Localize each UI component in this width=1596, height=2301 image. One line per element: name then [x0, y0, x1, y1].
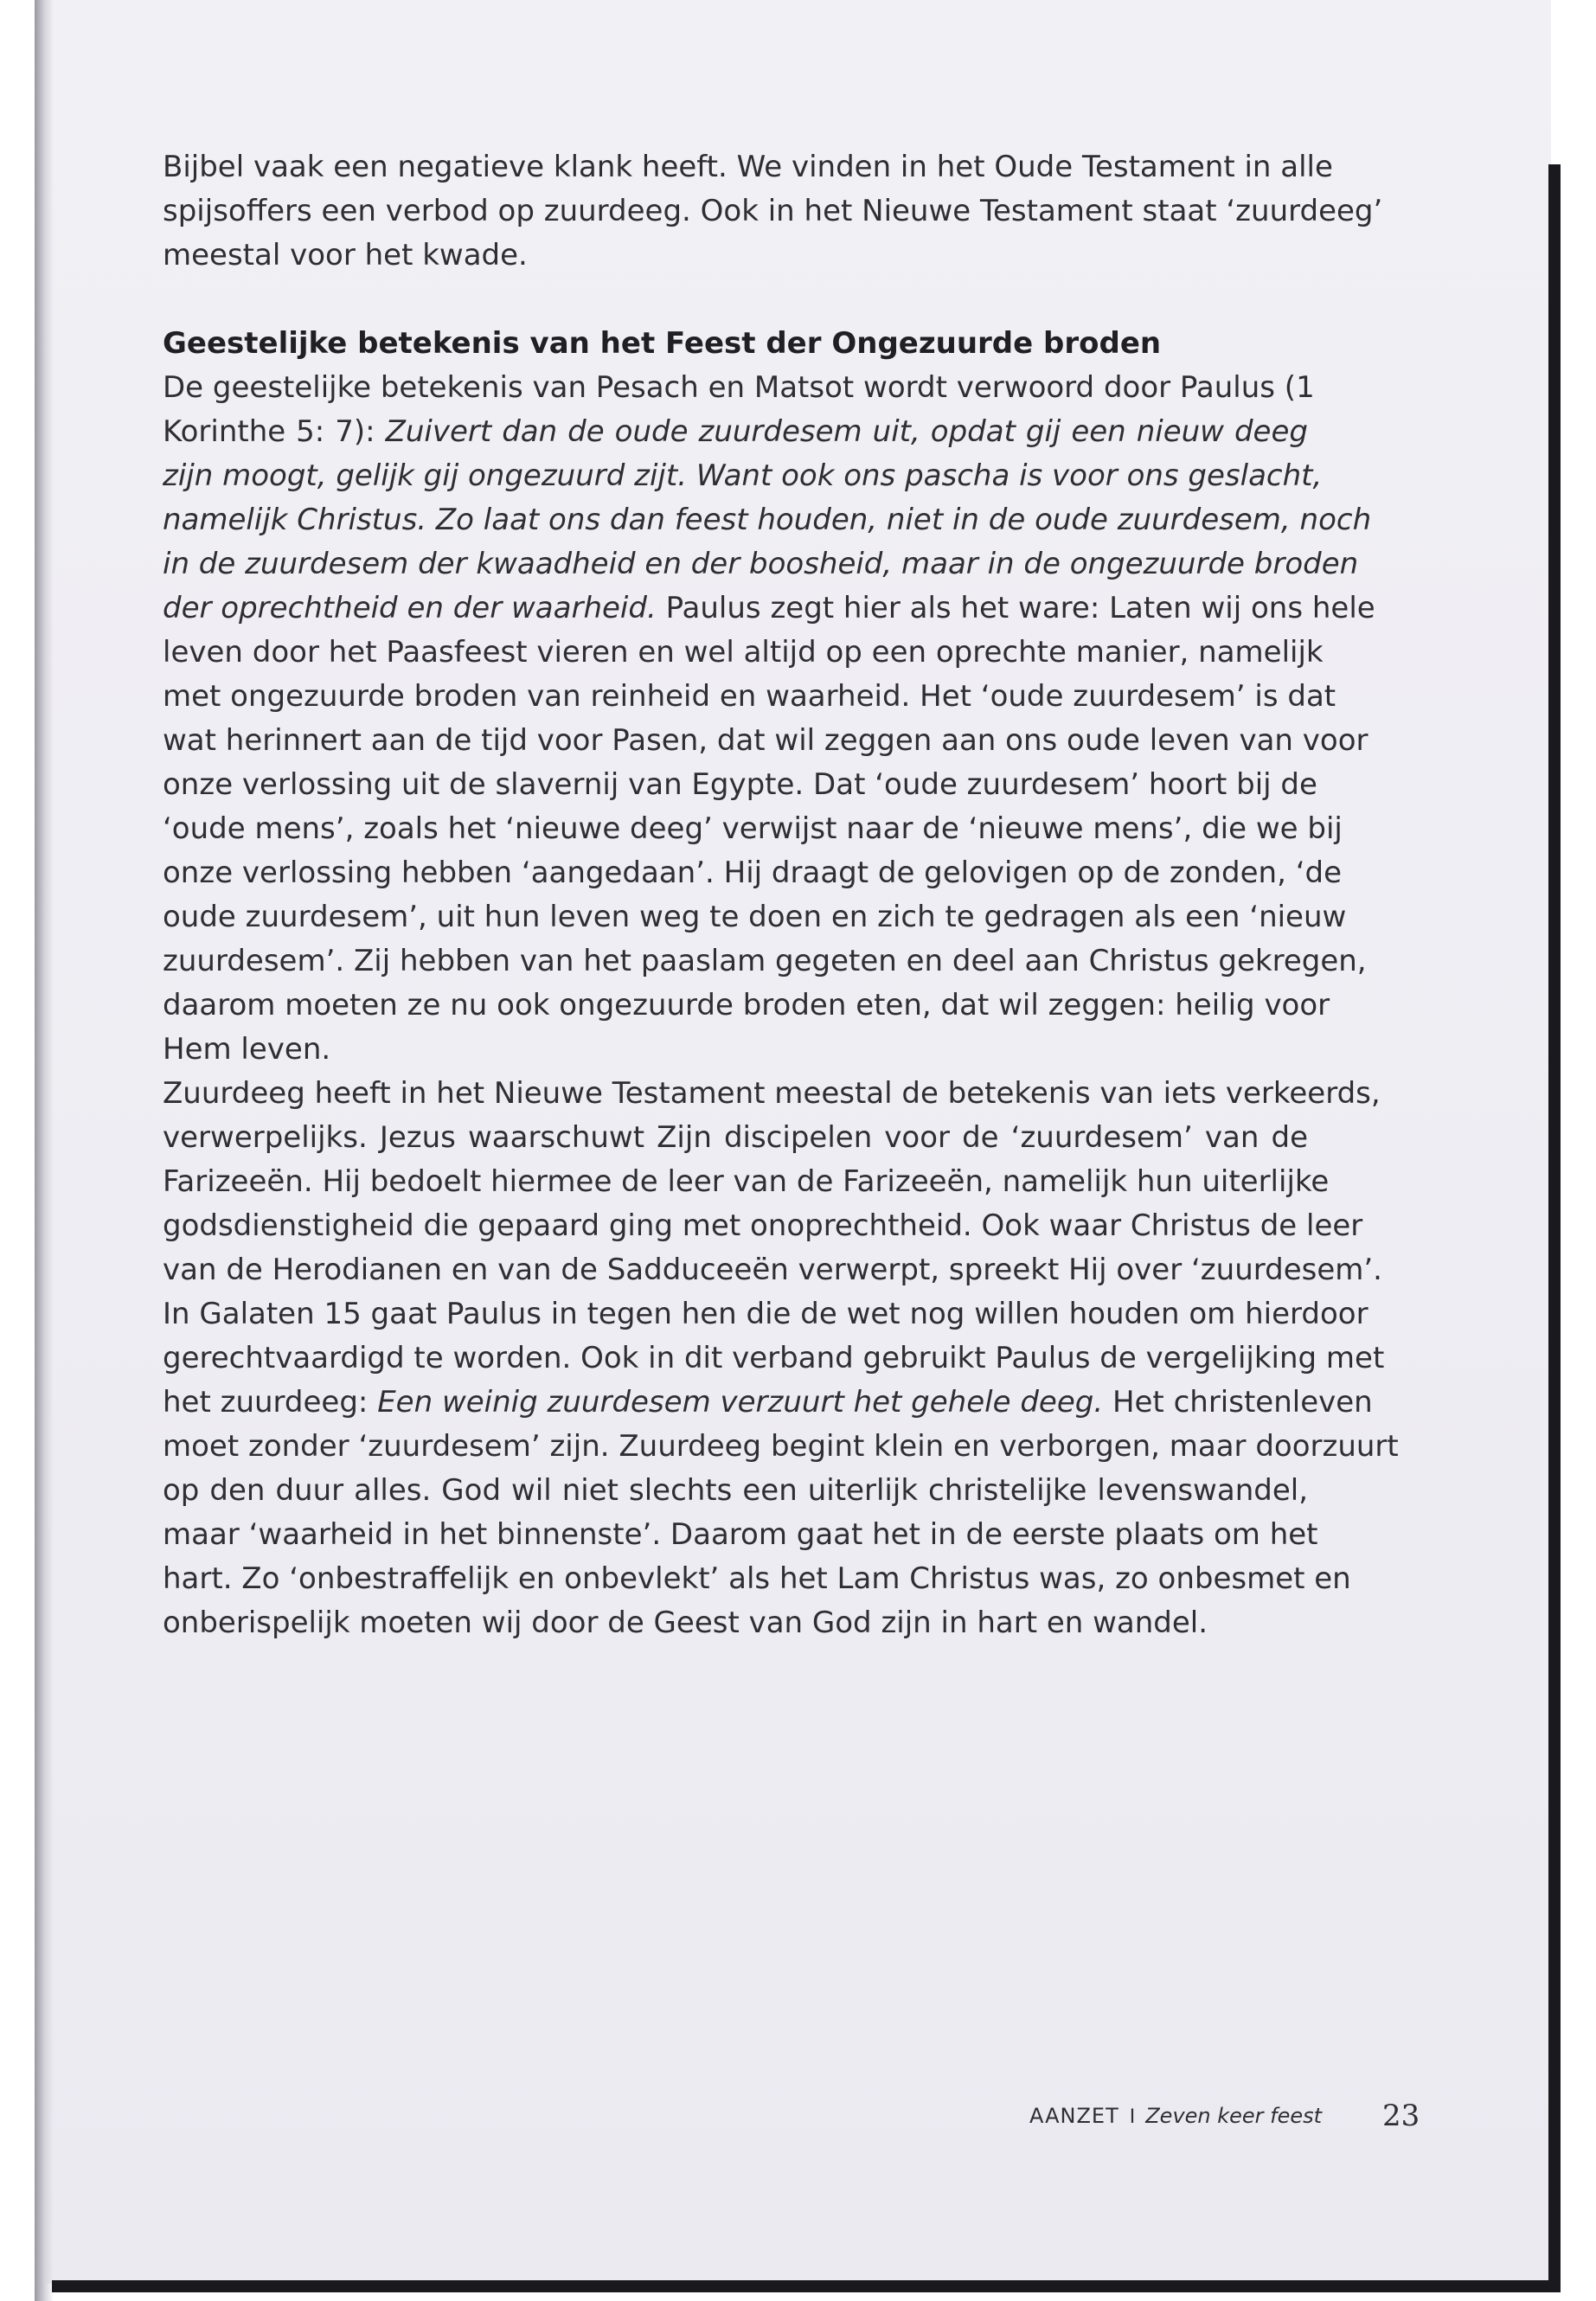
scripture-quote: Zuivert dan de oude zuurdesem uit, opdat gij een nieuw deeg	[385, 414, 1308, 449]
page-number: 23	[1382, 2099, 1420, 2133]
text-line: verwerpelijks. Jezus waarschuwt Zijn discipelen voor de ‘zuurdesem’ van de	[163, 1120, 1308, 1155]
text-line: daarom moeten ze nu ook ongezuurde broden eten, dat wil zeggen: heilig voor	[163, 988, 1330, 1022]
text-line: Zuurdeeg heeft in het Nieuwe Testament meestal de betekenis van iets verkeerds,	[163, 1076, 1381, 1111]
text-line: meestal voor het kwade.	[163, 238, 528, 272]
text-line: van de Herodianen en van de Sadduceeën verwerpt, spreekt Hij over ‘zuurdesem’.	[163, 1253, 1382, 1287]
text-line: onze verlossing uit de slavernij van Egypte. Dat ‘oude zuurdesem’ hoort bij de	[163, 767, 1317, 802]
running-footer	[1029, 2099, 1420, 2133]
paragraph-leaven	[163, 1072, 1399, 1645]
text-fragment: Het christenleven	[1103, 1385, 1373, 1420]
text-line: onberispelijk moeten wij door de Geest van God zijn in hart en wandel.	[163, 1606, 1208, 1640]
text-fragment: Paulus zegt hier als het ware: Laten wij ons hele	[656, 591, 1375, 625]
text-line: godsdienstigheid die gepaard ging met onoprechtheid. Ook waar Christus de leer	[163, 1208, 1363, 1243]
text-fragment: het zuurdeeg:	[163, 1385, 378, 1420]
text-line	[163, 586, 1375, 631]
text-line: hart. Zo ‘onbestraffelijk en onbevlekt’ als het Lam Christus was, zo onbesmet en	[163, 1561, 1351, 1596]
body-text	[163, 145, 1399, 1645]
text-line: op den duur alles. God wil niet slechts een uiterlijk christelijke levenswandel,	[163, 1473, 1308, 1508]
text-line: oude zuurdesem’, uit hun leven weg te doen en zich te gedragen als een ‘nieuw	[163, 900, 1347, 934]
text-line: In Galaten 15 gaat Paulus in tegen hen die de wet nog willen houden om hierdoor	[163, 1297, 1368, 1331]
series-name: AANZET	[1029, 2104, 1119, 2128]
scripture-quote: der oprechtheid en der waarheid.	[163, 591, 657, 625]
text-line: spijsoffers een verbod op zuurdeeg. Ook in het Nieuwe Testament staat ‘zuurdeeg’	[163, 194, 1383, 228]
scripture-quote: Een weinig zuurdesem verzuurt het gehele deeg.	[377, 1385, 1104, 1420]
text-line: gerechtvaardigd te worden. Ook in dit verband gebruikt Paulus de vergelijking met	[163, 1341, 1385, 1375]
text-line: zuurdesem’. Zij hebben van het paaslam gegeten en deel aan Christus gekregen,	[163, 944, 1367, 978]
text-line: maar ‘waarheid in het binnenste’. Daarom gaat het in de eerste plaats om het	[163, 1517, 1318, 1552]
scripture-quote: zijn moogt, gelijk gij ongezuurd zijt. Want ook ons pascha is voor ons geslacht,	[163, 458, 1323, 493]
spine-shadow	[35, 0, 54, 2301]
section-heading: Geestelijke betekenis van het Feest der Ongezuurde broden	[163, 326, 1162, 361]
page-edge-right	[1548, 164, 1561, 2292]
text-line	[163, 410, 1308, 454]
text-line: leven door het Paasfeest vieren en wel altijd op een oprechte manier, namelijk	[163, 635, 1324, 670]
text-line: moet zonder ‘zuurdesem’ zijn. Zuurdeeg begint klein en verborgen, maar doorzuurt	[163, 1429, 1399, 1464]
text-line: onze verlossing hebben ‘aangedaan’. Hij draagt de gelovigen op de zonden, ‘de	[163, 856, 1343, 890]
text-line	[163, 1381, 1373, 1425]
text-line: Bijbel vaak een negatieve klank heeft. We vinden in het Oude Testament in alle	[163, 150, 1333, 184]
text-line: ‘oude mens’, zoals het ‘nieuwe deeg’ verwijst naar de ‘nieuwe mens’, die we bij	[163, 811, 1343, 846]
paragraph-meaning	[163, 366, 1375, 1072]
text-line: Farizeeën. Hij bedoelt hiermee de leer van de Farizeeën, namelijk hun uiterlijke	[163, 1164, 1330, 1199]
scripture-quote: in de zuurdesem der kwaadheid en der boosheid, maar in de ongezuurde broden	[163, 547, 1359, 581]
reference-text: Korinthe 5: 7):	[163, 414, 386, 449]
text-line: Hem leven.	[163, 1032, 331, 1067]
scripture-quote: namelijk Christus. Zo laat ons dan feest houden, niet in de oude zuurdesem, noch	[163, 503, 1372, 537]
text-line: wat herinnert aan de tijd voor Pasen, dat wil zeggen aan ons oude leven van voor	[163, 723, 1368, 758]
footer-separator: I	[1129, 2106, 1136, 2128]
book-title: Zeven keer feest	[1145, 2104, 1323, 2128]
text-line: De geestelijke betekenis van Pesach en Matsot wordt verwoord door Paulus (1	[163, 370, 1315, 405]
page-edge-bottom	[52, 2280, 1561, 2292]
text-line: met ongezuurde broden van reinheid en waarheid. Het ‘oude zuurdesem’ is dat	[163, 679, 1336, 714]
intro-paragraph	[163, 145, 1383, 278]
